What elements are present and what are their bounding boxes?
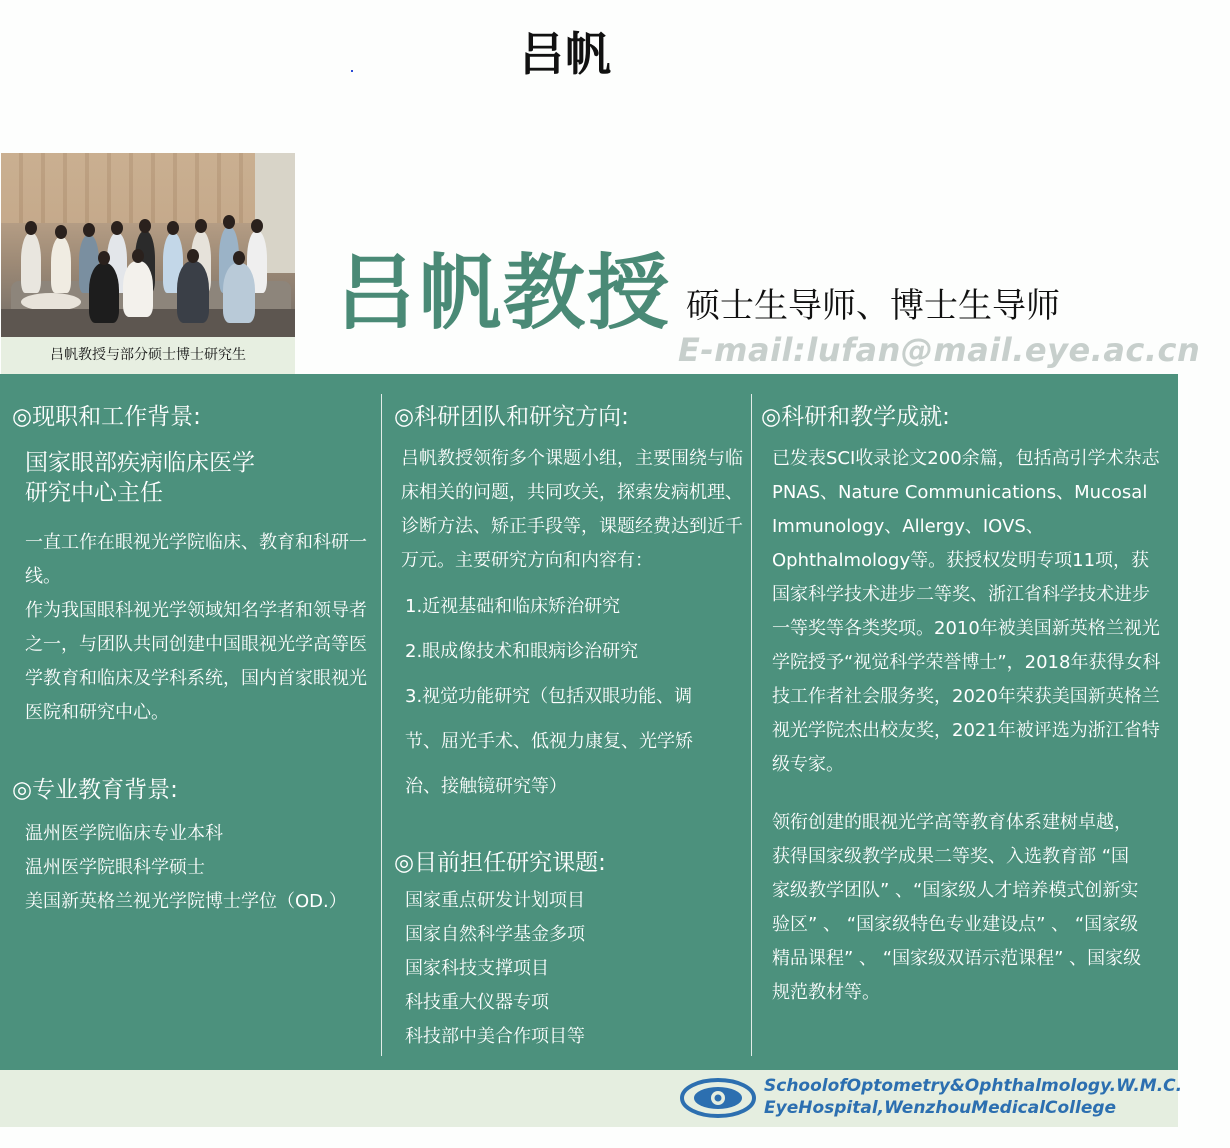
- photo-person: [123, 261, 153, 317]
- research-direction-item: 2.眼成像技术和眼病诊治研究: [405, 641, 639, 662]
- position-title-line1: 国家眼部疾病临床医学: [25, 450, 255, 476]
- group-photo: [1, 153, 295, 337]
- photo-head: [223, 215, 235, 229]
- photo-head: [111, 221, 123, 235]
- photo-person: [51, 237, 71, 293]
- project-item: 国家重点研发计划项目: [405, 890, 585, 911]
- research-direction-item: 3.视觉功能研究（包括双眼功能、调: [405, 686, 693, 707]
- photo-head: [251, 219, 263, 233]
- work-paragraph-2: 作为我国眼科视光学领域知名学者和领导者之一，与团队共同创建中国眼视光学高等医学教育和临床及学科系统，国内首家眼视光医院和研究中心。: [25, 600, 367, 723]
- school-logo-icon: [680, 1076, 756, 1120]
- info-panel: [0, 374, 1178, 1070]
- photo-head: [187, 249, 199, 263]
- photo-person: [89, 263, 119, 323]
- professor-name: 吕帆教授: [335, 245, 672, 341]
- projects-list: [405, 884, 745, 1054]
- section-heading-projects: ◎目前担任研究课题:: [394, 850, 606, 876]
- section-heading-research: ◎科研团队和研究方向:: [394, 404, 629, 430]
- achievements-paragraph-1: 已发表SCI收录论文200余篇，包括高引学术杂志PNAS、Nature Communications、Mucosal Immunology、Allergy、IOVS、Ophthalmology等。获授权发明专项11项，获国家科学技术进步二等奖、浙江省科学技术进步一等奖等各类奖项。2010年被美国新英格兰视光学院授予“视觉科学荣誉博士”，2018年获得女科技工作者社会服务奖，2020年荣获美国新英格兰视光学院杰出校友奖，2021年被评选为浙江省特级专家。: [772, 448, 1161, 775]
- column-divider: [751, 394, 752, 1056]
- education-item: 温州医学院眼科学硕士: [25, 857, 205, 878]
- photo-caption: 吕帆教授与部分硕士博士研究生: [1, 337, 295, 374]
- professor-role: 硕士生导师、博士生导师: [686, 286, 1060, 326]
- education-list: [25, 817, 375, 919]
- research-direction-item: 1.近视基础和临床矫治研究: [405, 596, 621, 617]
- section-heading-work: ◎现职和工作背景:: [12, 404, 201, 430]
- photo-head: [132, 249, 144, 263]
- photo-head: [83, 223, 95, 237]
- photo-head: [25, 221, 37, 235]
- photo-head: [139, 219, 151, 233]
- section-heading-achievements: ◎科研和教学成就:: [761, 404, 950, 430]
- email-address: E-mail:lufan@mail.eye.ac.cn: [678, 331, 1201, 369]
- photo-person: [223, 263, 255, 323]
- footer-school-name: SchoolofOptometry&Ophthalmology.W.M.C.: [764, 1076, 1183, 1096]
- research-directions-list: [405, 584, 745, 809]
- footer: [0, 1070, 1183, 1127]
- photo-head: [195, 219, 207, 233]
- decorative-dot: [351, 70, 353, 72]
- photo-head: [98, 251, 110, 265]
- photo-person: [177, 261, 209, 323]
- position-title-line2: 研究中心主任: [25, 480, 163, 506]
- project-item: 国家自然科学基金多项: [405, 924, 585, 945]
- education-item: 美国新英格兰视光学院博士学位（OD.）: [25, 891, 347, 912]
- research-direction-item: 治、接触镜研究等）: [405, 776, 567, 797]
- project-item: 国家科技支撑项目: [405, 958, 549, 979]
- photo-person: [21, 233, 41, 293]
- column-divider: [381, 394, 382, 1056]
- footer-hospital-name: EyeHospital,WenzhouMedicalCollege: [764, 1098, 1117, 1118]
- education-item: 温州医学院临床专业本科: [25, 823, 223, 844]
- section-heading-education: ◎专业教育背景:: [12, 777, 178, 803]
- photo-head: [55, 225, 67, 239]
- research-direction-item: 节、屈光手术、低视力康复、光学矫: [405, 731, 693, 752]
- photo-head: [167, 221, 179, 235]
- photo-head: [233, 251, 245, 265]
- project-item: 科技部中美合作项目等: [405, 1026, 585, 1047]
- page-title: 吕帆: [519, 27, 611, 81]
- research-intro: 吕帆教授领衔多个课题小组，主要围绕与临床相关的问题，共同攻关，探索发病机理、诊断方法、矫正手段等，课题经费达到近千万元。主要研究方向和内容有：: [401, 448, 743, 571]
- photo-wall: [1, 153, 295, 223]
- achievements-paragraph-2: 领衔创建的眼视光学高等教育体系建树卓越，获得国家级教学成果二等奖、入选教育部 “国家级教学团队” 、“国家级人才培养模式创新实验区” 、 “国家级特色专业建设点” 、 “国家级精品课程” 、 “国家级双语示范课程” 、国家级规范教材等。: [772, 812, 1142, 1003]
- project-item: 科技重大仪器专项: [405, 992, 549, 1013]
- work-paragraph-1: 一直工作在眼视光学院临床、教育和科研一线。: [25, 532, 367, 587]
